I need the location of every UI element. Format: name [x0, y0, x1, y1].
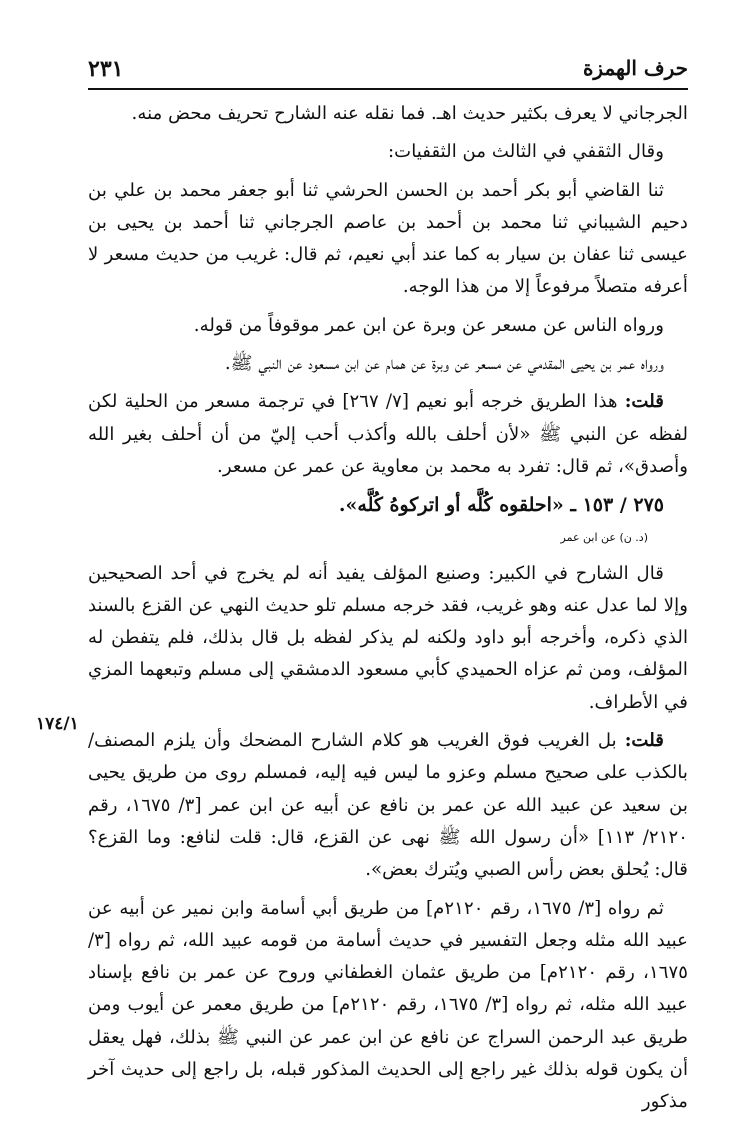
hadith-entry: ٢٧٥ / ١٥٣ ـ «احلقوه كُلَّه أو اتركوهُ كُلَّه».	[338, 494, 664, 517]
hadith-reference: (د. ن) عن ابن عمر	[560, 530, 648, 544]
hadith-text: «احلقوه كُلَّه أو اتركوهُ كُلَّه».	[338, 494, 564, 517]
paragraph: الجرجاني لا يعرف بكثير حديث اهـ. فما نقله عنه الشارح تحريف محض منه.	[131, 103, 688, 124]
page-number: ٢٣١	[88, 56, 124, 82]
paragraph-lead: قلت:	[624, 730, 664, 752]
paragraph: ورواه عمر بن يحيى المقدمي عن مسعر عن وبرة عن همام عن ابن مسعود عن النبي ﷺ.	[224, 353, 664, 375]
paragraph: قلت: هذا الطريق خرجه أبو نعيم [٧/ ٢٦٧] في ترجمة مسعر من الحلية لكن لفظه عن النبي ﷺ «لأن أحلف بالله وأكذب أحب إليّ من أن أحلف بغير الله وأصدق»، ثم قال: تفرد به محمد بن معاوية عن عمر عن مسعر.	[88, 391, 688, 477]
margin-folio-note: ١٧٤/١	[36, 714, 79, 734]
paragraph-lead: قلت:	[624, 391, 664, 413]
paragraph: ثم رواه [٣/ ١٦٧٥، رقم ٢١٢٠م] من طريق أبي أسامة وابن نمير عن أبيه عن عبيد الله مثله وجعل التفسير في حديث أسامة من قومه عبيد الله، ثم رواه [٣/ ١٦٧٥، رقم ٢١٢٠م] من طريق عثمان الغطفاني وروح عن عمر بن نافع بإسناد عبيد الله مثله، ثم رواه [٣/ ١٦٧٥، رقم ٢١٢٠م] من طريق معمر عن أيوب ومن طريق عبد الرحمن السراج عن نافع عن ابن عمر عن النبي ﷺ بذلك، فهل يعقل أن يكون قوله بذلك غير راجع إلى الحديث المذكور قبله، بل راجع إلى حديث آخر مذكور	[88, 897, 689, 1113]
paragraph: وقال الثقفي في الثالث من الثقفيات:	[387, 141, 664, 163]
paragraph: ثنا القاضي أبو بكر أحمد بن الحسن الحرشي ثنا أبو جعفر محمد بن علي بن دحيم الشيباني ثنا محمد بن أحمد بن عاصم الجرجاني ثنا أحمد بن يحيى بن عيسى ثنا عفان بن سيار به كما عند أبي نعيم، ثم قال: غريب من حديث مسعر لا أعرفه متصلاً مرفوعاً إلا من هذا الوجه.	[88, 179, 688, 298]
hadith-number: ٢٧٥ / ١٥٣	[582, 494, 664, 517]
page-header	[88, 48, 688, 90]
page-body	[88, 98, 688, 1125]
paragraph: قلت: بل الغريب فوق الغريب هو كلام الشارح المضحك وأن يلزم المصنف/ بالكذب على صحيح مسلم وعزو ما ليس فيه إليه، فمسلم روى من طريق يحيى بن سعيد عن عبيد الله عن عمر بن نافع عن أبيه عن ابن عمر [٣/ ١٦٧٥، رقم ٢١٢٠/ ١١٣] «أن رسول الله ﷺ نهى عن القزع، قال: قلت لنافع: وما القزع؟ قال: يُحلق بعض رأس الصبي ويُترك بعض».	[88, 730, 688, 881]
chapter-title: حرف الهمزة	[582, 56, 688, 80]
paragraph: قال الشارح في الكبير: وصنيع المؤلف يفيد أنه لم يخرج في أحد الصحيحين وإلا لما عدل عنه وهو غريب، فقد خرجه مسلم تلو حديث النهي عن القزع بالسند الذي ذكره، وأخرجه أبو داود ولكنه لم يذكر لفظه بل قال بذلك، فلم يتفطن له المؤلف، ومن ثم عزاه الحميدي كأبي مسعود الدمشقي إلى مسلم وتبعهما المزي في الأطراف.	[88, 562, 688, 713]
paragraph: ورواه الناس عن مسعر عن وبرة عن ابن عمر موقوفاً من قوله.	[193, 314, 664, 336]
